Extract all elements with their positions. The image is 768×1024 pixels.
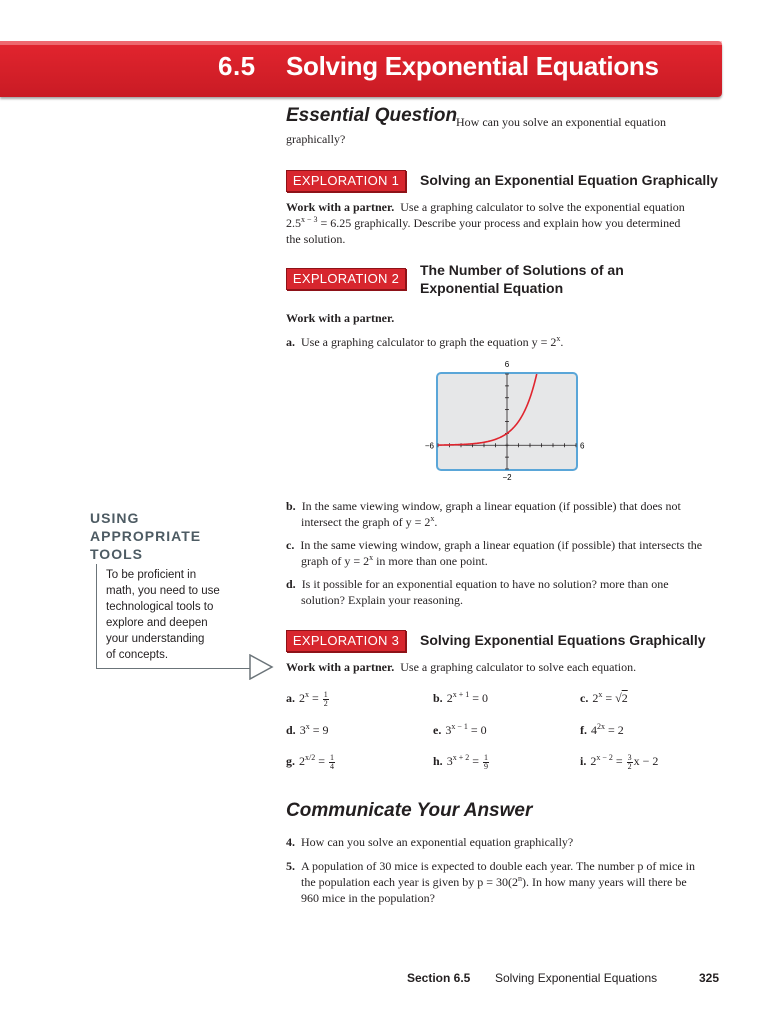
section-number: 6.5 xyxy=(218,51,256,81)
question-5-line2b: ). In how many years will there be xyxy=(522,875,687,889)
item-a-text: Use a graphing calculator to graph the equation y = 2 xyxy=(301,335,557,349)
tools-heading-line2: APPROPRIATE xyxy=(90,528,202,544)
item-c-label: c. xyxy=(286,538,295,552)
tools-heading-line1: USING xyxy=(90,510,140,526)
item-c-line2a: graph of y = 2 xyxy=(301,554,370,568)
equation-a: a. $2^x$ = $\frac{1}{2}$ xyxy=(286,689,328,708)
exploration-2-item-d xyxy=(286,576,726,608)
equation-d: d. $3^x = 9$ xyxy=(286,722,329,737)
tools-text-line: your understanding xyxy=(106,633,205,645)
question-5-line2a: the population each year is given by p = 30(2 xyxy=(301,875,519,889)
item-c-line2b: in more than one point. xyxy=(373,554,488,568)
item-b-label: b. xyxy=(286,499,296,513)
question-4-text: How can you solve an exponential equation graphically? xyxy=(301,835,574,849)
tools-heading-line3: TOOLS xyxy=(90,546,143,562)
exploration-2-title xyxy=(420,261,624,297)
section-title: Solving Exponential Equations xyxy=(286,51,659,81)
question-5-label: 5. xyxy=(286,859,295,873)
tools-text-line: To be proficient in xyxy=(106,569,197,581)
communicate-heading: Communicate Your Answer xyxy=(286,800,533,821)
exploration-2-badge: EXPLORATION 2 xyxy=(286,268,406,290)
exploration-3-instruction xyxy=(286,659,636,675)
item-d-label: d. xyxy=(286,577,296,591)
tools-text-line: math, you need to use xyxy=(106,585,220,597)
item-c-exp: x xyxy=(369,553,374,562)
equation-b: b. $2^{x + 1} = 0$ xyxy=(433,690,488,705)
exploration-3-instruction-text: Use a graphing calculator to solve each equation. xyxy=(400,660,637,674)
item-b-line2: intersect the graph of y = 2 xyxy=(301,515,431,529)
equation-f: f. $4^{2x} = 2$ xyxy=(580,722,624,737)
essential-question-line2: graphically? xyxy=(286,132,346,146)
exploration-1-lead: Work with a partner. xyxy=(286,200,395,214)
question-5-line3: 960 mice in the population? xyxy=(301,891,435,905)
question-5-line1: A population of 30 mice is expected to double each year. The number p of mice in xyxy=(301,859,695,873)
essential-question-heading: Essential Question xyxy=(286,105,458,126)
tools-text-line: of concepts. xyxy=(106,649,169,661)
item-b-line1: In the same viewing window, graph a linear equation (if possible) that does not xyxy=(301,499,681,513)
question-5 xyxy=(286,858,726,906)
exploration-1-text3: the solution. xyxy=(286,232,346,246)
item-a-end: . xyxy=(560,335,564,349)
exploration-1-text xyxy=(286,199,726,247)
x-min-label: −6 xyxy=(424,441,434,451)
item-b-exp: x xyxy=(430,514,435,523)
item-a-exp: x xyxy=(556,334,561,343)
exploration-1-text2: = 6.25 graphically. Describe your process and explain how you determined xyxy=(317,216,681,230)
exploration-2-lead: Work with a partner. xyxy=(286,311,395,325)
exponential-graph xyxy=(416,356,596,486)
exploration-1-eq-exp: x − 3 xyxy=(301,215,318,224)
equation-c: c. $2^x = √2$ xyxy=(580,690,628,705)
using-appropriate-tools-text xyxy=(106,567,256,663)
exploration-3-title: Solving Exponential Equations Graphically xyxy=(420,632,706,648)
y-max-label: 6 xyxy=(504,360,510,369)
item-d-line1: Is it possible for an exponential equation to have no solution? more than one xyxy=(301,577,669,591)
item-b-end: . xyxy=(434,515,438,529)
footer-section: Section 6.5 xyxy=(407,971,471,985)
page-number: 325 xyxy=(699,971,720,985)
exploration-2-title-line1: The Number of Solutions of an xyxy=(420,262,624,278)
exploration-2-item-c xyxy=(286,537,726,569)
exploration-3-lead: Work with a partner. xyxy=(286,660,395,674)
exploration-3-badge: EXPLORATION 3 xyxy=(286,630,406,652)
exploration-2-item-a xyxy=(286,334,726,350)
footer-title: Solving Exponential Equations xyxy=(495,971,658,985)
question-4-label: 4. xyxy=(286,835,295,849)
exploration-1-eq-base: 2.5 xyxy=(286,216,301,230)
exploration-1-text1: Use a graphing calculator to solve the exponential equation xyxy=(400,200,685,214)
item-d-line2: solution? Explain your reasoning. xyxy=(301,593,463,607)
tools-text-line: technological tools to xyxy=(106,601,214,613)
item-c-line1: In the same viewing window, graph a linear equation (if possible) that intersects the xyxy=(300,538,703,552)
question-4 xyxy=(286,834,726,850)
y-min-label: −2 xyxy=(502,473,512,482)
exploration-1-title: Solving an Exponential Equation Graphically xyxy=(420,172,718,188)
essential-question-line1: How can you solve an exponential equation xyxy=(456,115,666,129)
equation-h: h. $3^{x + 2}$ = $\frac{1}{9}$ xyxy=(433,752,488,771)
equation-g: g. $2^{x/2}$ = $\frac{1}{4}$ xyxy=(286,752,335,771)
equation-i: i. $2^{x - 2}$ = $\frac{3}{2}$ x − 2 xyxy=(580,752,659,771)
x-max-label: 6 xyxy=(580,441,585,451)
exploration-1-badge: EXPLORATION 1 xyxy=(286,170,406,192)
item-a-label: a. xyxy=(286,335,295,349)
equation-e: e. $3^{x - 1} = 0$ xyxy=(433,722,487,737)
using-appropriate-tools-heading xyxy=(90,509,220,563)
tools-text-line: explore and deepen xyxy=(106,617,208,629)
exploration-2-item-b xyxy=(286,498,726,530)
question-5-exp: n xyxy=(518,874,523,883)
exploration-2-title-line2: Exponential Equation xyxy=(420,280,564,296)
